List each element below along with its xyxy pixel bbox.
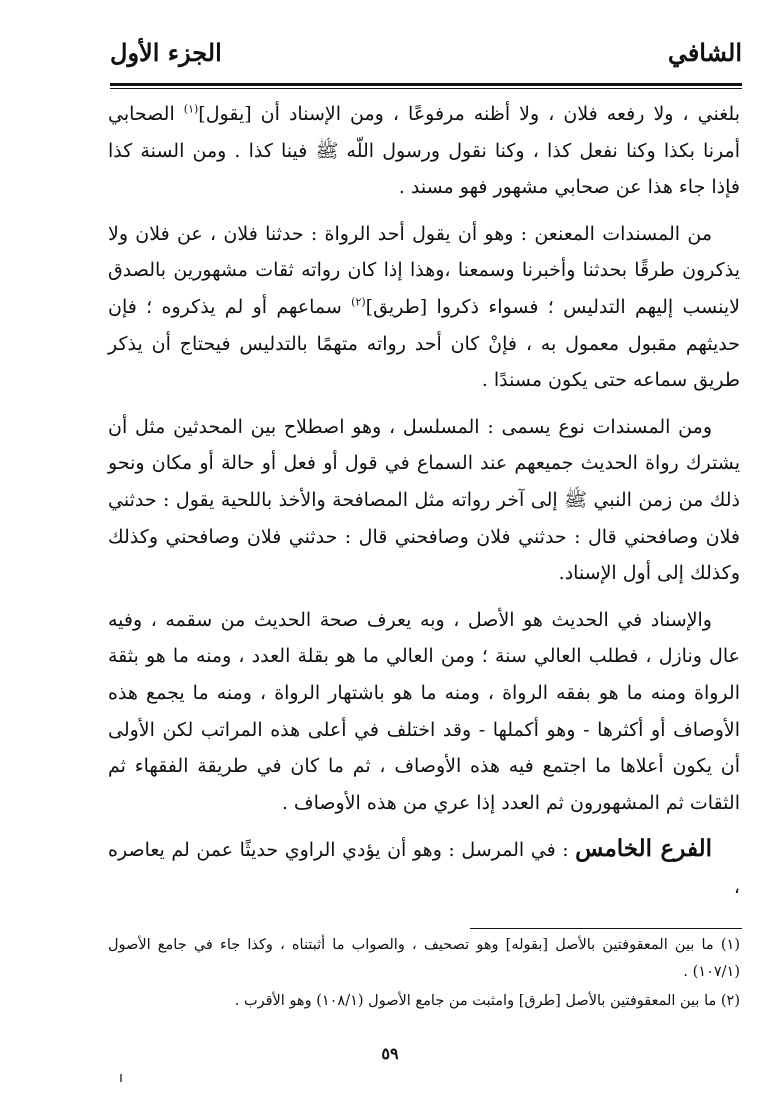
paragraph: والإسناد في الحديث هو الأصل ، وبه يعرف صحة الحديث من سقمه ، وفيه عال ونازل ، فطلب العالي سنة ؛ ومن العالي ما هو بقلة العدد ، ومنه ما هو بثقة الرواة ومنه ما هو بفقه الرواة ، ومنه ما هو باشتهار الرواة ، ومنه ما يجمع هذه الأوصاف أو أكثرها - وهو أكملها - وقد اختلف في أعلى هذه المراتب لكن الأولى أن يكون أعلاها ما اجتمع فيه هذه الأوصاف ، ثم ما كان في طريقة الفقهاء ثم الثقات ثم المشهورون ثم العدد إذا عري من هذه الأوصاف . (108, 608, 740, 814)
paragraph: ومن المسندات نوع يسمى : المسلسل ، وهو اصطلاح بين المحدثين مثل أن يشترك رواة الحديث جميعهم عند السماع في قول أو فعل أو حالة أو مكان ونحو ذلك من زمن النبي ﷺ إلى آخر رواته مثل المصافحة والأخذ باللحية يقول : حدثني فلان وصافحني قال : حدثني فلان وصافحني قال : حدثني فلان وصافحني وكذلك وكذلك إلى أول الإسناد. (108, 415, 740, 585)
footnote: (٢) ما بين المعقوفتين بالأصل [طرق] وامثبت من جامع الأصول (١٠٨/١) وهو الأقرب . (234, 993, 740, 1009)
volume-label: الجزء الأول (110, 38, 222, 67)
scan-mark (120, 1074, 122, 1082)
header-rule-thin (110, 88, 742, 89)
footnote: (١) ما بين المعقوفتين بالأصل [بقوله] وهو تصحيف ، والصواب ما أثبتناه ، وكذا جاء في جامع الأصول (١٠٧/١) . (108, 937, 740, 980)
footnotes (108, 932, 740, 1017)
footnote-ref: (١) (183, 102, 199, 116)
book-title: الشافي (667, 38, 742, 67)
main-text (108, 96, 740, 915)
page-number: ٥٩ (381, 1044, 399, 1063)
paragraph: من المسندات المعنعن : وهو أن يقول أحد الرواة : حدثنا فلان ، عن فلان ولا يذكرون طرقًا بحدثنا وأخبرنا وسمعنا ،وهذا إذا كان رواته ثقات مشهورين بالصدق لاينسب إليهم التدليس ؛ فسواء ذكروا [طريق]$^{(٢)}$ سماعهم أو لم يذكروه ؛ فإن حديثهم مقبول معمول به ، فإنْ كان أحد رواته متهمًا بالتدليس فيحتاج أن يذكر طريق سماعه حتى يكون مسندًا . (108, 222, 740, 392)
running-header (110, 28, 742, 84)
paragraph: الفرع الخامس : في المرسل : وهو أن يؤدي الراوي حديثًا عمن لم يعاصره ، (108, 835, 740, 898)
paragraph: بلغني ، ولا رفعه فلان ، ولا أظنه مرفوعًا ، ومن الإسناد أن [يقول]$^{(١)}$ الصحابي أمرنا بكذا وكنا نفعل كذا ، وكنا نقول ورسول اللّه ﷺ فينا كذا . ومن السنة كذا فإذا جاء هذا عن صحابي مشهور فهو مسند . (108, 102, 741, 199)
header-rule (110, 83, 742, 86)
footnote-ref: (٢) (351, 295, 366, 309)
section-heading: الفرع الخامس (575, 835, 712, 863)
footnote-separator (470, 928, 742, 929)
